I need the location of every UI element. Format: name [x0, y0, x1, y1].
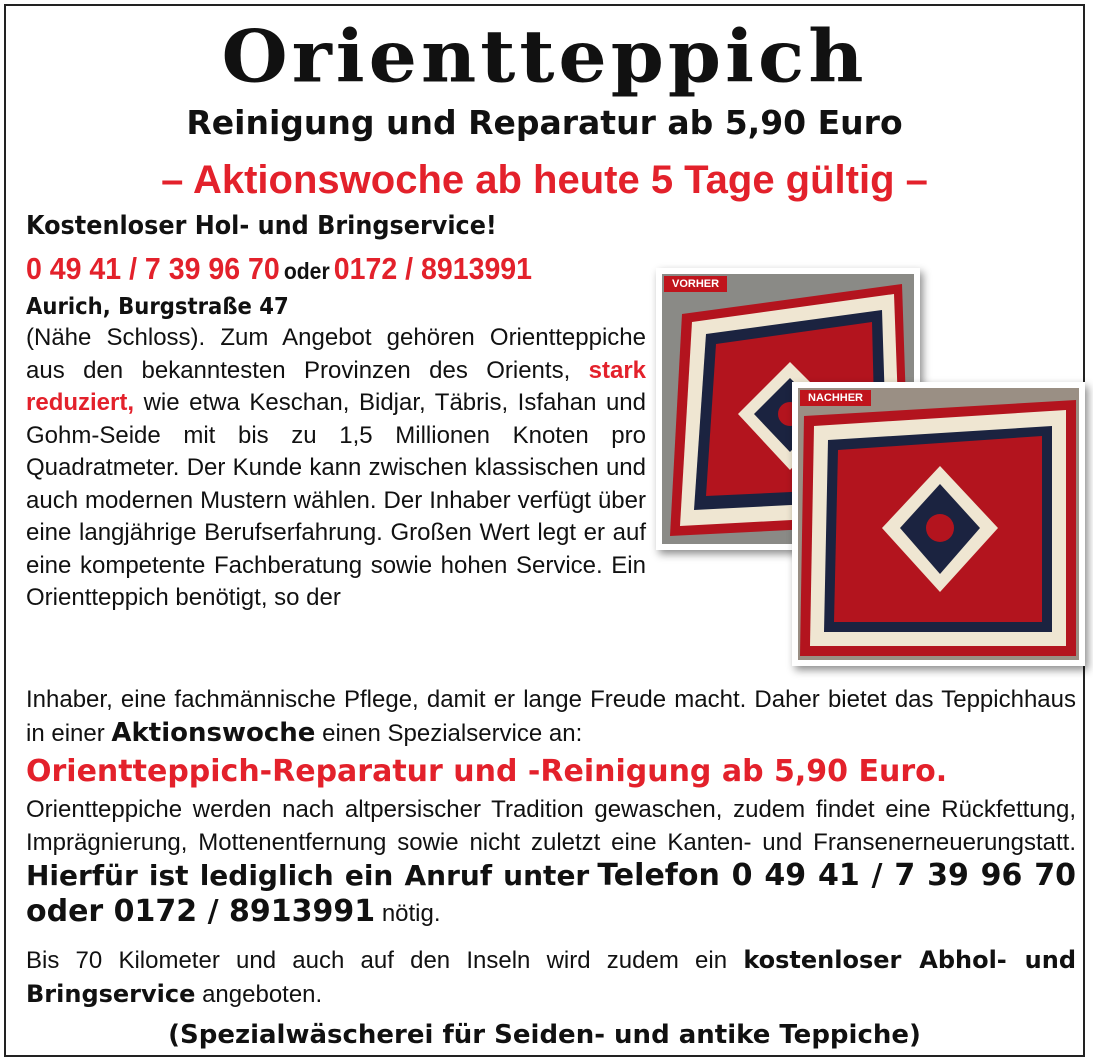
- call-phones[interactable]: Telefon 0 49 41 / 7 39 96 70 oder 0172 / 8913991: [26, 858, 1077, 929]
- call-suffix: nötig.: [381, 899, 441, 927]
- offer-line: Orientteppich-Reparatur und -Reinigung ab 5,90 Euro.: [26, 754, 948, 789]
- after-label: NACHHER: [800, 390, 871, 406]
- continuation-text-1: Inhaber, eine fachmännische Pflege, damit er lange Freude macht. Daher bietet das Teppichhaus in einer: [26, 686, 1076, 747]
- distance-suffix: angeboten.: [202, 980, 323, 1008]
- intro-paragraph: [26, 322, 646, 615]
- advertisement-frame: [4, 4, 1085, 1057]
- phone-line: [26, 252, 596, 292]
- phone-mobile[interactable]: 0172 / 8913991: [333, 251, 533, 286]
- call-text: Hierfür ist lediglich ein Anruf unter: [26, 859, 590, 892]
- phone-or: oder: [283, 258, 330, 284]
- intro-text-2: wie etwa Keschan, Bidjar, Täbris, Isfahan und Gohm-Seide mit bis zu 1,5 Millionen Knoten pro Quadratmeter. Der Kunde kann zwischen klassischen und auch modernen Mustern wählen. Der Inhaber verfügt über eine langjährige Berufserfahrung. Großen Wert legt er auf eine kompetente Fachberatung sowie hohen Service. Ein Orientteppich benötigt, so der: [26, 389, 646, 611]
- photo-after: [792, 382, 1085, 666]
- address: Aurich, Burgstraße 47: [26, 294, 289, 320]
- aktionswoche-emphasis: Aktionswoche: [111, 717, 316, 748]
- continuation-text-2: einen Spezialservice an:: [322, 719, 583, 747]
- rug-after-image: [798, 388, 1079, 660]
- phone-primary[interactable]: 0 49 41 / 7 39 96 70: [26, 251, 280, 286]
- promo-banner: – Aktionswoche ab heute 5 Tage gültig –: [161, 158, 928, 202]
- before-label: VORHER: [664, 276, 727, 292]
- process-text: Orientteppiche werden nach altpersischer Tradition gewaschen, zudem findet eine Rückfettung, Imprägnierung, Mottenentfernung sowie nicht zuletzt eine Kanten- und Fransenerneuerungstatt.: [26, 796, 1076, 856]
- distance-text: Bis 70 Kilometer und auch auf den Inseln wird zudem ein: [26, 947, 728, 974]
- intro-highlight: stark reduziert,: [26, 356, 646, 416]
- process-paragraph: [26, 794, 1076, 930]
- footer-note: (Spezialwäscherei für Seiden- und antike Teppiche): [168, 1020, 921, 1050]
- free-service-emphasis: kostenloser Abhol- und Bringservice: [26, 946, 1077, 1008]
- continuation-paragraph: [26, 684, 1076, 750]
- ad-subtitle: Reinigung und Reparatur ab 5,90 Euro: [186, 103, 903, 142]
- intro-text-1: (Nähe Schloss). Zum Angebot gehören Orientteppiche aus den bekanntesten Provinzen des Orients,: [26, 324, 646, 384]
- ad-title: Orientteppich: [221, 14, 868, 99]
- distance-paragraph: [26, 944, 1076, 1011]
- left-column: [26, 206, 646, 615]
- service-heading: Kostenloser Hol- und Bringservice!: [26, 211, 497, 241]
